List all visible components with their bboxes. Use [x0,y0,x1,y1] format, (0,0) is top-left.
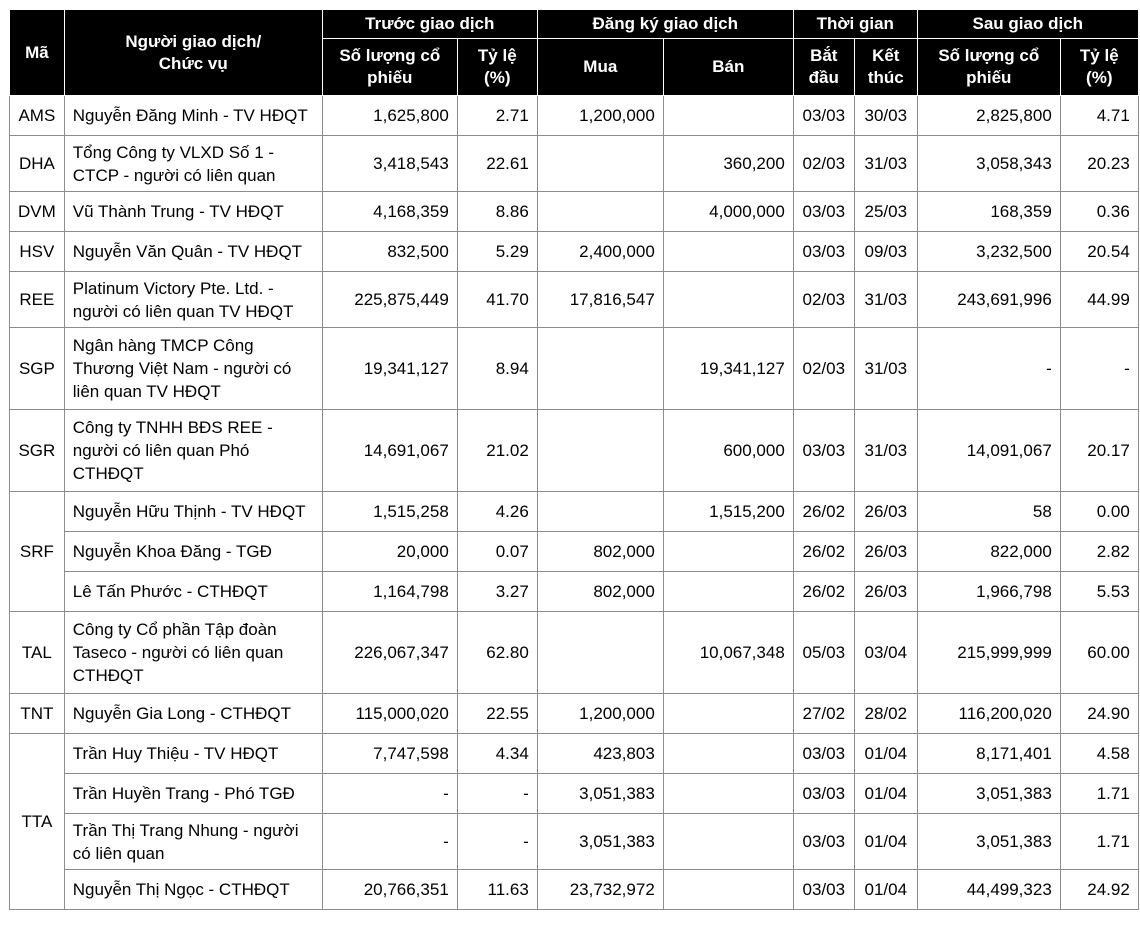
sell-amount: 600,000 [663,410,793,492]
col-header-end [854,39,917,96]
before-ratio: 62.80 [457,612,537,694]
end-date: 30/03 [854,96,917,136]
trader-name: Nguyễn Gia Long - CTHĐQT [64,694,322,734]
buy-amount [537,410,663,492]
insider-trading-table [9,9,1139,910]
buy-amount: 3,051,383 [537,774,663,814]
before-shares: 7,747,598 [322,734,457,774]
before-shares: 1,515,258 [322,492,457,532]
buy-amount: 802,000 [537,532,663,572]
end-date: 31/03 [854,328,917,410]
after-shares: 168,359 [917,192,1060,232]
after-shares: 3,232,500 [917,232,1060,272]
start-date: 02/03 [793,328,854,410]
before-shares: 1,164,798 [322,572,457,612]
before-ratio: 3.27 [457,572,537,612]
table-header [10,10,1139,96]
sell-amount [663,734,793,774]
after-ratio: 5.53 [1060,572,1138,612]
group-header-time: Thời gian [793,10,917,39]
after-shares: 116,200,020 [917,694,1060,734]
start-date: 03/03 [793,96,854,136]
start-date: 03/03 [793,410,854,492]
before-shares: 4,168,359 [322,192,457,232]
col-header-before-shares [322,39,457,96]
after-shares: 822,000 [917,532,1060,572]
after-ratio: 44.99 [1060,272,1138,328]
trader-name: Vũ Thành Trung - TV HĐQT [64,192,322,232]
ticker-code: DHA [10,136,65,192]
before-ratio: 8.94 [457,328,537,410]
ticker-code: REE [10,272,65,328]
col-header-before-ratio [457,39,537,96]
after-ratio: 24.90 [1060,694,1138,734]
end-date: 25/03 [854,192,917,232]
start-date: 02/03 [793,272,854,328]
after-ratio: 0.00 [1060,492,1138,532]
col-header-after-shares [917,39,1060,96]
buy-amount [537,492,663,532]
before-shares: 225,875,449 [322,272,457,328]
sell-amount [663,870,793,910]
end-date: 31/03 [854,136,917,192]
ticker-code: SRF [10,492,65,612]
after-shares: 44,499,323 [917,870,1060,910]
end-date: 01/04 [854,814,917,870]
before-shares: 115,000,020 [322,694,457,734]
buy-amount: 17,816,547 [537,272,663,328]
table-row [10,328,1139,410]
trader-name: Trần Huy Thiệu - TV HĐQT [64,734,322,774]
after-ratio: - [1060,328,1138,410]
before-ratio: 8.86 [457,192,537,232]
after-ratio: 2.82 [1060,532,1138,572]
buy-amount [537,612,663,694]
start-header-line2: đầu [808,68,839,87]
ticker-code: SGP [10,328,65,410]
person-header-line1: Người giao dịch/ [125,31,262,51]
sell-amount [663,532,793,572]
before-shares: 832,500 [322,232,457,272]
start-date: 27/02 [793,694,854,734]
start-date: 05/03 [793,612,854,694]
before-shares: 20,766,351 [322,870,457,910]
shares-header-line2: phiếu [367,68,413,87]
sell-amount [663,694,793,734]
buy-amount: 1,200,000 [537,96,663,136]
col-header-code: Mã [10,10,65,96]
before-ratio: 22.61 [457,136,537,192]
end-header-line1: Kết [872,46,900,65]
sell-amount [663,814,793,870]
ticker-code: AMS [10,96,65,136]
after-shares: 58 [917,492,1060,532]
sell-amount: 19,341,127 [663,328,793,410]
start-date: 03/03 [793,192,854,232]
end-date: 26/03 [854,532,917,572]
ratio-header-line2: (%) [1086,68,1113,87]
ticker-code: TNT [10,694,65,734]
col-header-person [64,10,322,96]
table-row [10,492,1139,532]
after-shares: 8,171,401 [917,734,1060,774]
sell-amount: 10,067,348 [663,612,793,694]
after-ratio: 4.58 [1060,734,1138,774]
after-shares: - [917,328,1060,410]
table-row [10,532,1139,572]
after-ratio: 1.71 [1060,814,1138,870]
before-shares: 19,341,127 [322,328,457,410]
before-shares: 3,418,543 [322,136,457,192]
trader-name: Trần Huyền Trang - Phó TGĐ [64,774,322,814]
buy-amount: 802,000 [537,572,663,612]
trader-name: Nguyễn Khoa Đăng - TGĐ [64,532,322,572]
start-date: 03/03 [793,232,854,272]
before-ratio: 5.29 [457,232,537,272]
sell-amount [663,232,793,272]
table-row [10,694,1139,734]
trader-name: Nguyễn Văn Quân - TV HĐQT [64,232,322,272]
trader-name: Công ty TNHH BĐS REE - người có liên quan Phó CTHĐQT [64,410,322,492]
sell-amount: 360,200 [663,136,793,192]
table-row [10,232,1139,272]
trader-name: Platinum Victory Pte. Ltd. - người có liên quan TV HĐQT [64,272,322,328]
trader-name: Nguyễn Đăng Minh - TV HĐQT [64,96,322,136]
col-header-after-ratio [1060,39,1138,96]
after-shares: 3,051,383 [917,774,1060,814]
table-row [10,136,1139,192]
end-date: 01/04 [854,774,917,814]
group-header-after: Sau giao dịch [917,10,1138,39]
start-date: 26/02 [793,492,854,532]
after-ratio: 20.17 [1060,410,1138,492]
table-row [10,96,1139,136]
after-ratio: 0.36 [1060,192,1138,232]
trader-name: Nguyễn Thị Ngọc - CTHĐQT [64,870,322,910]
before-ratio: 41.70 [457,272,537,328]
end-date: 09/03 [854,232,917,272]
before-ratio: 4.26 [457,492,537,532]
buy-amount: 23,732,972 [537,870,663,910]
trader-name: Lê Tấn Phước - CTHĐQT [64,572,322,612]
before-ratio: - [457,814,537,870]
start-date: 03/03 [793,734,854,774]
ticker-code: TAL [10,612,65,694]
trader-name: Nguyễn Hữu Thịnh - TV HĐQT [64,492,322,532]
table-row [10,192,1139,232]
shares-header-line1: Số lượng cổ [938,46,1040,65]
trader-name: Trần Thị Trang Nhung - người có liên quan [64,814,322,870]
before-ratio: 4.34 [457,734,537,774]
trader-name: Ngân hàng TMCP Công Thương Việt Nam - người có liên quan TV HĐQT [64,328,322,410]
sell-amount [663,572,793,612]
end-date: 01/04 [854,870,917,910]
trader-name: Công ty Cổ phần Tập đoàn Taseco - người có liên quan CTHĐQT [64,612,322,694]
col-header-start [793,39,854,96]
start-date: 26/02 [793,532,854,572]
before-ratio: 21.02 [457,410,537,492]
end-date: 26/03 [854,492,917,532]
after-shares: 2,825,800 [917,96,1060,136]
after-shares: 1,966,798 [917,572,1060,612]
sell-amount [663,96,793,136]
ticker-code: SGR [10,410,65,492]
group-header-register: Đăng ký giao dịch [537,10,793,39]
sell-amount [663,774,793,814]
sell-amount: 1,515,200 [663,492,793,532]
end-date: 03/04 [854,612,917,694]
ratio-header-line2: (%) [484,68,511,87]
table-row [10,272,1139,328]
shares-header-line1: Số lượng cổ [339,46,441,65]
after-ratio: 1.71 [1060,774,1138,814]
buy-amount: 2,400,000 [537,232,663,272]
col-header-buy: Mua [537,39,663,96]
end-date: 28/02 [854,694,917,734]
before-ratio: 2.71 [457,96,537,136]
group-header-before: Trước giao dịch [322,10,537,39]
end-date: 01/04 [854,734,917,774]
start-date: 02/03 [793,136,854,192]
end-date: 31/03 [854,272,917,328]
ticker-code: TTA [10,734,65,910]
ticker-code: DVM [10,192,65,232]
trader-name: Tổng Công ty VLXD Số 1 - CTCP - người có liên quan [64,136,322,192]
buy-amount [537,136,663,192]
start-header-line1: Bắt [810,46,838,65]
buy-amount: 1,200,000 [537,694,663,734]
start-date: 26/02 [793,572,854,612]
start-date: 03/03 [793,774,854,814]
before-shares: - [322,814,457,870]
before-shares: 14,691,067 [322,410,457,492]
after-shares: 3,051,383 [917,814,1060,870]
start-date: 03/03 [793,814,854,870]
table-row [10,870,1139,910]
after-shares: 3,058,343 [917,136,1060,192]
sell-amount: 4,000,000 [663,192,793,232]
table-row [10,734,1139,774]
ratio-header-line1: Tỷ lệ [477,46,517,65]
end-date: 31/03 [854,410,917,492]
end-header-line2: thúc [867,68,904,87]
table-row [10,774,1139,814]
after-shares: 14,091,067 [917,410,1060,492]
before-ratio: 0.07 [457,532,537,572]
table-row [10,410,1139,492]
buy-amount: 423,803 [537,734,663,774]
before-ratio: 22.55 [457,694,537,734]
person-header-line2: Chức vụ [158,53,228,73]
table-row [10,814,1139,870]
after-ratio: 24.92 [1060,870,1138,910]
table-body [10,96,1139,910]
before-shares: 20,000 [322,532,457,572]
table-row [10,572,1139,612]
before-ratio: 11.63 [457,870,537,910]
after-ratio: 20.23 [1060,136,1138,192]
buy-amount [537,192,663,232]
after-shares: 243,691,996 [917,272,1060,328]
buy-amount [537,328,663,410]
start-date: 03/03 [793,870,854,910]
after-ratio: 4.71 [1060,96,1138,136]
sell-amount [663,272,793,328]
ticker-code: HSV [10,232,65,272]
after-ratio: 20.54 [1060,232,1138,272]
buy-amount: 3,051,383 [537,814,663,870]
after-ratio: 60.00 [1060,612,1138,694]
before-ratio: - [457,774,537,814]
before-shares: 226,067,347 [322,612,457,694]
shares-header-line2: phiếu [966,68,1012,87]
ratio-header-line1: Tỷ lệ [1079,46,1119,65]
after-shares: 215,999,999 [917,612,1060,694]
col-header-sell: Bán [663,39,793,96]
before-shares: - [322,774,457,814]
table-row [10,612,1139,694]
before-shares: 1,625,800 [322,96,457,136]
end-date: 26/03 [854,572,917,612]
